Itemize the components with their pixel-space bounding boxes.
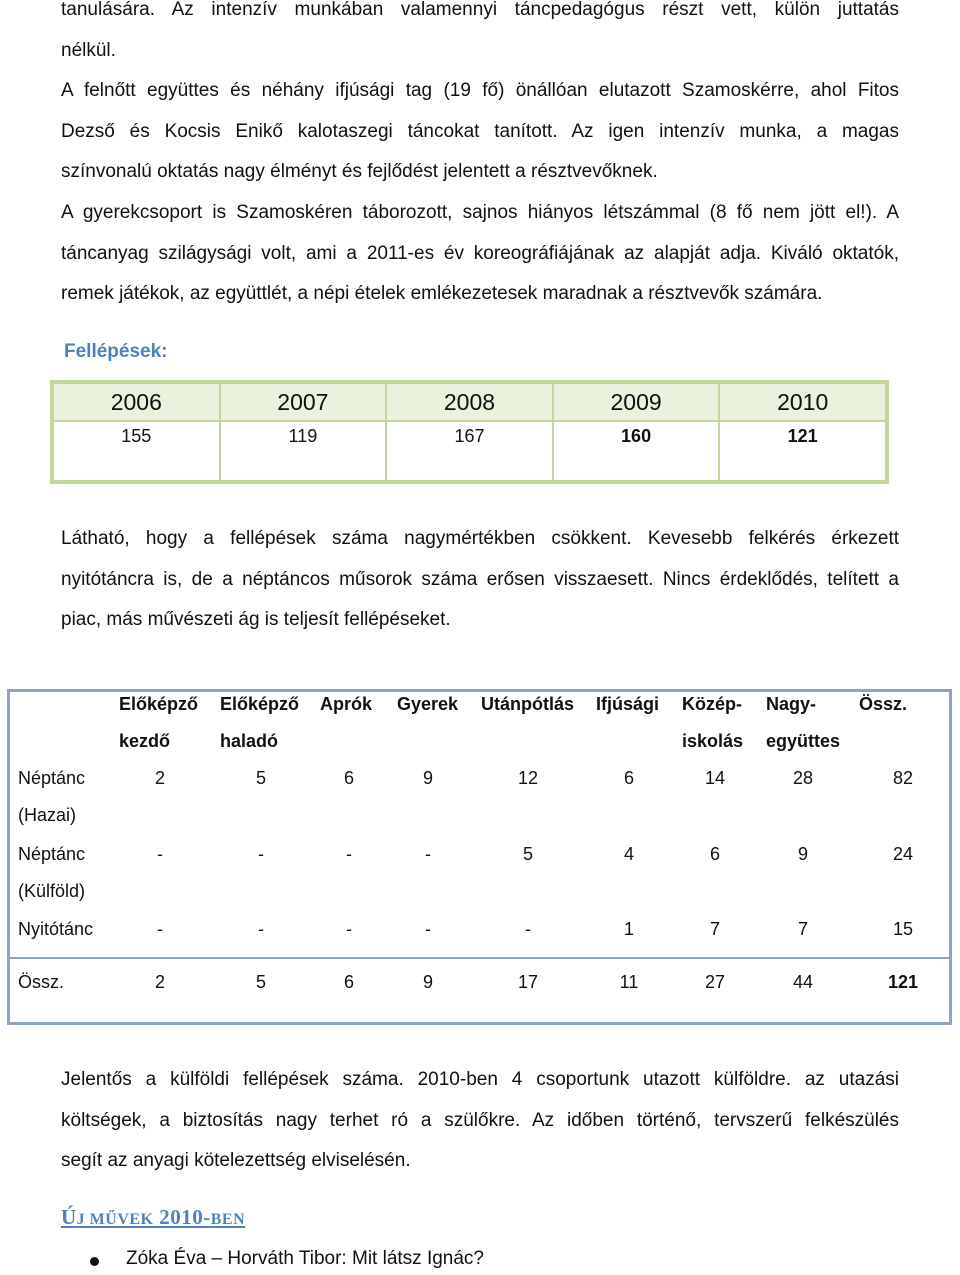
- text-line: tanulására. Az intenzív munkában valamennyi táncpedagógus részt vett, külön juttatás: [61, 0, 899, 20]
- performance-breakdown-table: [7, 689, 952, 1025]
- column-header: Előképző: [119, 694, 199, 714]
- text-line: Dezső és Kocsis Enikő kalotaszegi táncokat tanított. Az igen intenzív munka, a magas: [61, 120, 899, 142]
- year-header: 2010: [719, 383, 886, 421]
- table-cell: 17: [517, 972, 539, 992]
- table-cell: 6: [343, 972, 354, 992]
- row-label: Néptánc: [18, 768, 86, 788]
- table-cell: 5: [522, 844, 533, 864]
- text-line: nélkül.: [61, 39, 116, 61]
- year-value: 155: [53, 421, 220, 481]
- column-header: Közép-: [682, 694, 742, 714]
- table-cell: 6: [343, 768, 354, 788]
- column-header: Nagy-: [766, 694, 817, 714]
- paragraph-decline: [61, 519, 899, 641]
- paragraph-foreign-performances: [61, 1060, 899, 1182]
- subhead-part: J MŰVEK: [76, 1211, 154, 1228]
- column-header: Össz.: [859, 694, 908, 714]
- year-value: 119: [220, 421, 387, 481]
- year-header: 2006: [53, 383, 220, 421]
- column-header: Előképző: [220, 694, 300, 714]
- table-cell: 44: [792, 972, 814, 992]
- table-cell: 27: [704, 972, 726, 992]
- row-label: Nyitótánc: [18, 919, 94, 939]
- row-label: Össz.: [18, 972, 65, 992]
- table-cell: 4: [623, 844, 634, 864]
- table-cell: 121: [887, 972, 919, 992]
- table-cell: -: [157, 919, 163, 939]
- subhead-part: 2010-: [153, 1205, 211, 1229]
- performances-by-year-table: [50, 380, 889, 484]
- text-line: A felnőtt együttes és néhány ifjúsági tag (19 fő) önállóan elutazott Szamoskérre, ahol Fitos: [61, 80, 899, 101]
- text-line: piac, más művészeti ág is teljesít fellépéseket.: [61, 609, 451, 631]
- column-header: iskolás: [682, 731, 744, 751]
- table-cell: -: [258, 844, 264, 864]
- subhead-part: Ú: [61, 1205, 77, 1229]
- table-cell: 1: [623, 919, 634, 939]
- text-line: nyitótáncra is, de a néptáncos műsorok száma erősen visszaesett. Nincs érdeklődés, telített a: [61, 568, 899, 590]
- table-cell: 5: [255, 972, 266, 992]
- year-header: 2007: [220, 383, 387, 421]
- subhead-part: BEN: [210, 1211, 246, 1228]
- column-header: Aprók: [320, 694, 373, 714]
- column-header: haladó: [220, 731, 279, 751]
- table-cell: 9: [422, 768, 433, 788]
- table-cell: 24: [892, 844, 914, 864]
- table-cell: 9: [797, 844, 808, 864]
- row-label: (Hazai): [18, 805, 77, 825]
- column-header: Gyerek: [397, 694, 459, 714]
- column-header: Ifjúsági: [596, 694, 660, 714]
- text-line: színvonalú oktatás nagy élményt és fejlődést jelentett a résztvevőknek.: [61, 161, 658, 183]
- section-title-new-works: [61, 1205, 245, 1230]
- total-row-divider: [10, 957, 949, 959]
- table-cell: 28: [792, 768, 814, 788]
- text-line: segít az anyagi kötelezettség elviselésén.: [61, 1150, 411, 1172]
- year-header: 2009: [553, 383, 720, 421]
- table-cell: 2: [154, 972, 165, 992]
- year-value: 121: [719, 421, 886, 481]
- table-cell: -: [346, 919, 352, 939]
- text-line: táncanyag szilágysági volt, ami a 2011-es év koreográfiájának az alapját adja. Kiváló oktatók,: [61, 242, 899, 264]
- paragraph-children-group: [61, 193, 899, 315]
- table-cell: 12: [517, 768, 539, 788]
- paragraph-intensive-work: [61, 0, 899, 71]
- year-value: 167: [386, 421, 553, 481]
- table-cell: 5: [255, 768, 266, 788]
- list-item-text: Zóka Éva – Horváth Tibor: Mit látsz Ignác?: [126, 1248, 484, 1269]
- table-cell: 7: [709, 919, 720, 939]
- text-line: remek játékok, az együttlét, a népi ételek emlékezetesek maradnak a résztvevők számára.: [61, 283, 823, 305]
- table-cell: 15: [892, 919, 914, 939]
- table-cell: 14: [704, 768, 726, 788]
- year-value: 160: [553, 421, 720, 481]
- column-header: Utánpótlás: [481, 694, 575, 714]
- table-cell: -: [425, 919, 431, 939]
- section-title-performances: Fellépések:: [64, 341, 168, 362]
- column-header: együttes: [766, 731, 841, 751]
- table-cell: 82: [892, 768, 914, 788]
- table-cell: 2: [154, 768, 165, 788]
- year-header: 2008: [386, 383, 553, 421]
- table-cell: 11: [619, 972, 639, 992]
- table-cell: 7: [797, 919, 808, 939]
- table-cell: -: [157, 844, 163, 864]
- text-line: Jelentős a külföldi fellépések száma. 2010-ben 4 csoportunk utazott külföldre. az utazási: [61, 1069, 899, 1090]
- table-cell: -: [346, 844, 352, 864]
- row-label: Néptánc: [18, 844, 86, 864]
- text-line: Látható, hogy a fellépések száma nagymértékben csökkent. Kevesebb felkérés érkezett: [61, 528, 899, 549]
- table-cell: 6: [709, 844, 720, 864]
- table-cell: 6: [623, 768, 634, 788]
- table-cell: 9: [422, 972, 433, 992]
- column-header: kezdő: [119, 731, 171, 751]
- paragraph-adult-ensemble: [61, 71, 899, 193]
- table-cell: -: [525, 919, 531, 939]
- table-cell: -: [425, 844, 431, 864]
- table-cell: -: [258, 919, 264, 939]
- bullet-icon: [90, 1257, 99, 1266]
- text-line: A gyerekcsoport is Szamoskéren táborozott, sajnos hiányos létszámmal (8 fő nem jött el!). A: [61, 202, 899, 223]
- text-line: költségek, a biztosítás nagy terhet ró a szülőkre. Az időben történő, tervszerű felkészülés: [61, 1109, 899, 1131]
- row-label: (Külföld): [18, 881, 86, 901]
